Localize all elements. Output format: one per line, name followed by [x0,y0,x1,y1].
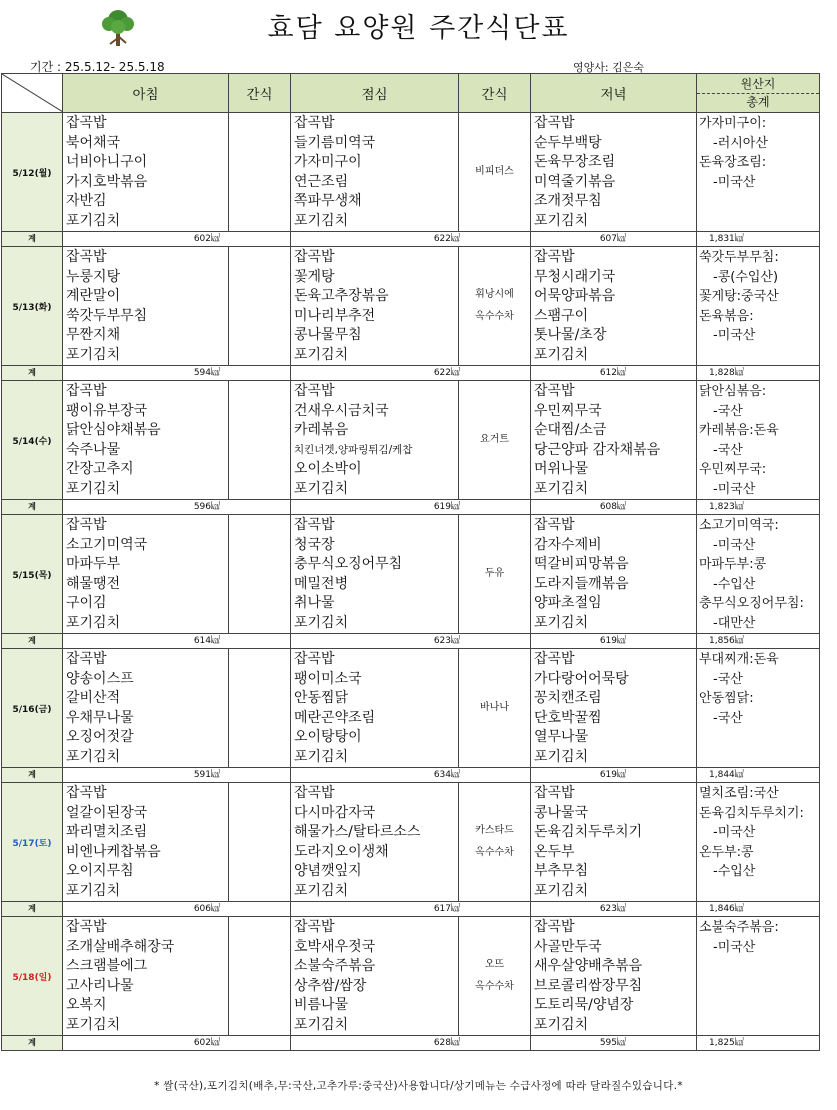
dinner-cell [531,783,697,902]
snack_pm-cell [459,783,531,902]
menu-item: 포기김치 [66,212,121,229]
kcal-breakfast: 606㎉ [63,902,291,917]
menu-item: 브로콜리쌈장무침 [534,977,643,994]
menu-item: 오이소박이 [294,461,362,477]
origin-label: 원산지 [697,76,819,94]
menu-item: 단호박꿀찜 [534,709,602,726]
menu-item: 잡곡밥 [294,919,335,935]
menu-item: 포기김치 [294,614,349,631]
lunch-cell [291,515,459,634]
kcal-dinner: 612㎉ [531,366,697,381]
menu-item: 너비아니구이 [66,154,148,170]
menu-item: 잡곡밥 [534,249,575,265]
menu-item: 포기김치 [66,614,121,631]
kcal-total: 1,844㎉ [697,768,820,783]
kcal-breakfast: 591㎉ [63,768,291,783]
breakfast-cell [63,783,229,902]
origin-line: 안동찜닭: [699,691,754,706]
menu-item: 무짠지채 [66,327,121,343]
menu-item: 카레볶음 [294,422,349,438]
kcal-label: 계 [2,500,63,515]
menu-item: 다시마감자국 [294,804,376,821]
origin-line: -국산 [713,710,743,726]
menu-item: 쪽파무생채 [294,193,362,209]
origin-line: 카레볶음:돈육 [699,423,779,438]
menu-item: 떡갈비피망볶음 [534,556,629,572]
menu-item: 비엔나케찹볶음 [66,843,161,860]
kcal-total: 1,831㎉ [697,232,820,247]
snack-item: 요거트 [480,434,509,445]
date-cell: 5/14(수) [2,381,63,500]
origin-line: -러시아산 [713,135,768,151]
kcal-dinner: 619㎉ [531,634,697,649]
menu-item: 포기김치 [66,480,121,497]
menu-item: 해물땡전 [66,575,121,592]
menu-item: 호박새우젓국 [294,938,376,955]
date-cell: 5/18(일) [2,917,63,1036]
kcal-lunch: 622㎉ [291,232,531,247]
menu-item: 가지호박볶음 [66,173,148,190]
kcal-label: 계 [2,902,63,917]
menu-item: 꽃게탕 [294,268,335,285]
menu-item: 잡곡밥 [534,919,575,935]
kcal-dinner: 595㎉ [531,1036,697,1051]
menu-item: 포기김치 [534,882,589,899]
snack-item: 휘낭시에 [475,289,514,300]
menu-item: 돈육김치두루치기 [534,824,643,840]
menu-item: 얼갈이된장국 [66,804,148,821]
kcal-label: 계 [2,1036,63,1051]
menu-item: 무청시래기국 [534,268,616,285]
snack-item: 오뜨 [484,959,505,970]
menu-item: 미나리부추전 [294,307,376,324]
kcal-lunch: 619㎉ [291,500,531,515]
menu-item: 북어채국 [66,134,121,151]
menu-item: 구이김 [66,595,107,611]
menu-table [1,73,820,1051]
origin-line: 우민찌무국: [699,462,767,477]
menu-item: 들기름미역국 [294,134,376,151]
page-title: 효담 요양원 주간식단표 [267,13,570,44]
menu-item: 자반김 [66,193,107,209]
origin-line: -수입산 [713,864,756,879]
menu-item: 온두부 [534,843,575,860]
kcal-breakfast: 594㎉ [63,366,291,381]
breakfast-cell [63,917,229,1036]
menu-item: 가자미구이 [294,154,362,170]
kcal-label: 계 [2,768,63,783]
menu-item: 포기김치 [66,346,121,363]
kcal-breakfast: 602㎉ [63,1036,291,1051]
origin-line: 멸치조림:국산 [699,786,779,801]
menu-item: 취나물 [294,595,335,611]
kcal-lunch: 623㎉ [291,634,531,649]
menu-item: 부추무침 [534,863,589,879]
snack_am-cell [229,917,291,1036]
snack-item: 옥수수차 [475,311,514,322]
menu-item: 충무식오징어무침 [294,556,403,572]
day-row [2,381,820,500]
kcal-label: 계 [2,232,63,247]
origin-line: -대만산 [713,615,756,631]
snack-item: 옥수수차 [475,847,514,858]
dinner-cell [531,515,697,634]
col-dinner: 저녁 [531,74,697,113]
menu-item: 잡곡밥 [66,249,107,265]
menu-item: 양파초절임 [534,595,602,611]
snack_am-cell [229,783,291,902]
menu-item: 오이지무침 [66,863,134,879]
menu-item: 메란곤약조림 [294,709,376,726]
menu-item: 스크램블에그 [66,958,148,974]
origin-line: -국산 [713,442,743,458]
menu-item: 돈육무장조림 [534,154,616,170]
origin-line: 부대찌개:돈육 [699,652,779,667]
menu-item: 포기김치 [294,748,349,765]
kcal-row [2,634,820,649]
kcal-row [2,902,820,917]
menu-item: 도라지오이생채 [294,843,389,860]
kcal-row [2,768,820,783]
menu-item: 포기김치 [534,1016,589,1033]
kcal-lunch: 628㎉ [291,1036,531,1051]
lunch-cell [291,783,459,902]
origin-cell [697,113,820,232]
menu-item: 콩나물무침 [294,327,362,343]
menu-item: 잡곡밥 [534,115,575,131]
origin-cell [697,515,820,634]
day-row [2,515,820,634]
menu-item: 간장고추지 [66,461,134,477]
menu-item: 포기김치 [534,614,589,631]
menu-item: 콩나물국 [534,804,589,821]
origin-line: -미국산 [713,537,756,553]
menu-item: 팽이미소국 [294,670,362,687]
origin-line: 돈육김치두루치기: [699,805,804,821]
kcal-label: 계 [2,634,63,649]
menu-item: 우민찌무국 [534,402,602,419]
menu-item: 포기김치 [66,748,121,765]
menu-item: 해물가스/탈타르소스 [294,824,421,840]
origin-cell [697,247,820,366]
menu-item: 돈육고추장볶음 [294,288,389,304]
lunch-cell [291,113,459,232]
total-label: 총계 [746,94,770,109]
breakfast-cell [63,649,229,768]
menu-item: 어묵양파볶음 [534,288,616,304]
menu-item: 잡곡밥 [294,115,335,131]
menu-item: 포기김치 [294,480,349,497]
menu-item: 포기김치 [66,882,121,899]
date-cell: 5/16(금) [2,649,63,768]
snack_am-cell [229,247,291,366]
breakfast-cell [63,515,229,634]
day-row [2,113,820,232]
diagonal-line-icon [2,74,63,112]
kcal-lunch: 622㎉ [291,366,531,381]
kcal-total: 1,828㎉ [697,366,820,381]
menu-item: 감자수제비 [534,536,602,553]
menu-item: 당근양파 감자채볶음 [534,441,661,458]
snack_pm-cell [459,247,531,366]
menu-item: 잡곡밥 [294,651,335,667]
origin-line: 소불숙주볶음: [699,920,779,935]
menu-item: 잡곡밥 [534,785,575,801]
lunch-cell [291,917,459,1036]
menu-item: 포기김치 [534,212,589,229]
menu-item: 잡곡밥 [66,115,107,131]
menu-item: 톳나물/초장 [534,327,607,343]
kcal-total: 1,856㎉ [697,634,820,649]
kcal-row [2,500,820,515]
kcal-dinner: 623㎉ [531,902,697,917]
kcal-lunch: 634㎉ [291,768,531,783]
menu-item: 양념깻잎지 [294,863,362,879]
origin-line: 돈육볶음: [699,308,754,324]
snack_am-cell [229,113,291,232]
breakfast-cell [63,247,229,366]
menu-item: 포기김치 [294,346,349,363]
kcal-row [2,1036,820,1051]
menu-item: 마파두부 [66,556,121,572]
snack-item: 카스타드 [475,825,514,836]
origin-line: 충무식오징어무침: [699,596,804,611]
menu-item: 포기김치 [294,882,349,899]
menu-item: 도토리묵/양념장 [534,997,634,1013]
lunch-cell [291,381,459,500]
origin-line: -미국산 [713,328,756,343]
menu-item: 가다랑어어묵탕 [534,670,629,687]
menu-item: 팽이유부장국 [66,402,148,419]
menu-item: 포기김치 [534,480,589,497]
date-cell: 5/15(목) [2,515,63,634]
snack_am-cell [229,649,291,768]
kcal-total: 1,823㎉ [697,500,820,515]
origin-cell [697,917,820,1036]
menu-item: 포기김치 [534,748,589,765]
dinner-cell [531,649,697,768]
menu-item: 조개젓무침 [534,193,602,209]
kcal-row [2,366,820,381]
menu-item: 비름나물 [294,997,349,1013]
nutritionist-label: 영양사: 김은숙 [573,61,644,74]
header-row [2,74,820,113]
origin-line: -미국산 [713,939,756,955]
footer-note: * 쌀(국산),포기김치(배추,무:국산,고추가루:중국산)사용합니다/상기메뉴는 수급사정에 따라 달라질수있습니다.* [154,1080,683,1092]
snack_pm-cell [459,917,531,1036]
col-lunch: 점심 [291,74,459,113]
dinner-cell [531,381,697,500]
day-row [2,247,820,366]
snack_pm-cell [459,515,531,634]
menu-item: 잡곡밥 [294,383,335,399]
menu-item: 잡곡밥 [66,919,107,935]
day-row [2,783,820,902]
menu-item: 잡곡밥 [294,785,335,801]
date-cell: 5/12(월) [2,113,63,232]
menu-item: 잡곡밥 [66,517,107,533]
menu-item: 꽈리멸치조림 [66,824,148,840]
kcal-breakfast: 596㎉ [63,500,291,515]
menu-item: 포기김치 [294,1016,349,1033]
menu-item: 잡곡밥 [294,249,335,265]
lunch-cell [291,649,459,768]
menu-item: 잡곡밥 [534,651,575,667]
menu-item: 고사리나물 [66,977,134,994]
menu-item: 새우살양배추볶음 [534,958,643,974]
corner-cell [2,74,63,113]
origin-line: 쑥갓두부무침: [699,250,779,265]
menu-item: 잡곡밥 [534,383,575,399]
snack_pm-cell [459,649,531,768]
snack_pm-cell [459,381,531,500]
origin-line: -국산 [713,671,743,687]
menu-item: 잡곡밥 [66,383,107,399]
kcal-total: 1,846㎉ [697,902,820,917]
origin-line: 마파두부:콩 [699,557,767,572]
menu-item: 포기김치 [534,346,589,363]
menu-item: 잡곡밥 [66,785,107,801]
period-label: 기간 : 25.5.12- 25.5.18 [30,60,165,74]
menu-item: 닭안심야채볶음 [66,422,161,438]
menu-item: 포기김치 [66,1016,121,1033]
menu-item: 상추쌈/쌈장 [294,977,367,994]
origin-cell [697,649,820,768]
snack_am-cell [229,381,291,500]
kcal-row [2,232,820,247]
menu-item: 도라지들깨볶음 [534,575,629,592]
menu-item: 꽁치캔조림 [534,690,602,706]
menu-item: 소불숙주볶음 [294,958,376,974]
menu-item: 건새우시금치국 [294,402,389,419]
origin-line: 꽃게탕:중국산 [699,289,779,304]
menu-item: 계란말이 [66,288,121,304]
kcal-total: 1,825㎉ [697,1036,820,1051]
snack-item: 두유 [484,568,505,579]
origin-line: -미국산 [713,825,756,840]
menu-item: 잡곡밥 [534,517,575,533]
menu-item: 머위나물 [534,461,589,477]
col-snack-pm: 간식 [459,74,531,113]
origin-cell [697,783,820,902]
origin-line: 온두부:콩 [699,844,754,860]
col-snack-am: 간식 [229,74,291,113]
origin-line: -수입산 [713,576,756,592]
menu-item: 잡곡밥 [294,517,335,533]
snack-item: 옥수수차 [475,981,514,992]
day-row [2,649,820,768]
col-origin [697,74,820,113]
menu-item: 누룽지탕 [66,268,121,285]
origin-line: 돈육장조림: [699,155,767,170]
menu-item: 청국장 [294,536,335,553]
day-row [2,917,820,1036]
menu-item: 갈비산적 [66,690,121,706]
menu-item: 열무나물 [534,729,589,745]
menu-item: 오복지 [66,997,107,1013]
snack-item: 바나나 [480,702,509,713]
origin-cell [697,381,820,500]
origin-line: -미국산 [713,481,756,497]
col-breakfast: 아침 [63,74,229,113]
origin-line: 가자미구이: [699,116,767,131]
kcal-breakfast: 602㎉ [63,232,291,247]
origin-line: -국산 [713,403,743,419]
menu-item: 우채무나물 [66,709,134,726]
menu-item: 치킨너겟,양파링튀김/케찹 [294,443,413,456]
breakfast-cell [63,381,229,500]
menu-item: 연근조림 [294,173,349,190]
kcal-lunch: 617㎉ [291,902,531,917]
date-cell: 5/17(토) [2,783,63,902]
kcal-label: 계 [2,366,63,381]
dinner-cell [531,247,697,366]
menu-item: 미역줄기볶음 [534,173,616,190]
menu-item: 메밀전병 [294,575,349,592]
origin-line: -콩(수입산) [713,269,779,285]
origin-line: 소고기미역국: [699,518,779,533]
snack_pm-cell [459,113,531,232]
menu-item: 잡곡밥 [66,651,107,667]
kcal-dinner: 608㎉ [531,500,697,515]
menu-item: 오이탕탕이 [294,729,362,745]
menu-item: 포기김치 [294,212,349,229]
kcal-breakfast: 614㎉ [63,634,291,649]
menu-item: 소고기미역국 [66,536,148,553]
menu-item: 사골만두국 [534,938,602,955]
menu-item: 양송이스프 [66,670,134,687]
menu-item: 안동찜닭 [294,690,349,706]
menu-item: 오징어젓갈 [66,729,134,745]
lunch-cell [291,247,459,366]
origin-line: 닭안심볶음: [699,384,767,399]
snack_am-cell [229,515,291,634]
menu-item: 스팸구이 [534,307,589,324]
menu-item: 순대찜/소금 [534,422,607,438]
origin-line: -미국산 [713,174,756,190]
dinner-cell [531,917,697,1036]
breakfast-cell [63,113,229,232]
menu-item: 숙주나물 [66,441,121,458]
kcal-dinner: 619㎉ [531,768,697,783]
kcal-dinner: 607㎉ [531,232,697,247]
menu-item: 쑥갓두부무침 [66,307,148,324]
date-cell: 5/13(화) [2,247,63,366]
menu-item: 순두부백탕 [534,134,602,151]
menu-item: 조개살배추해장국 [66,938,175,955]
dinner-cell [531,113,697,232]
snack-item: 비피더스 [475,166,514,177]
